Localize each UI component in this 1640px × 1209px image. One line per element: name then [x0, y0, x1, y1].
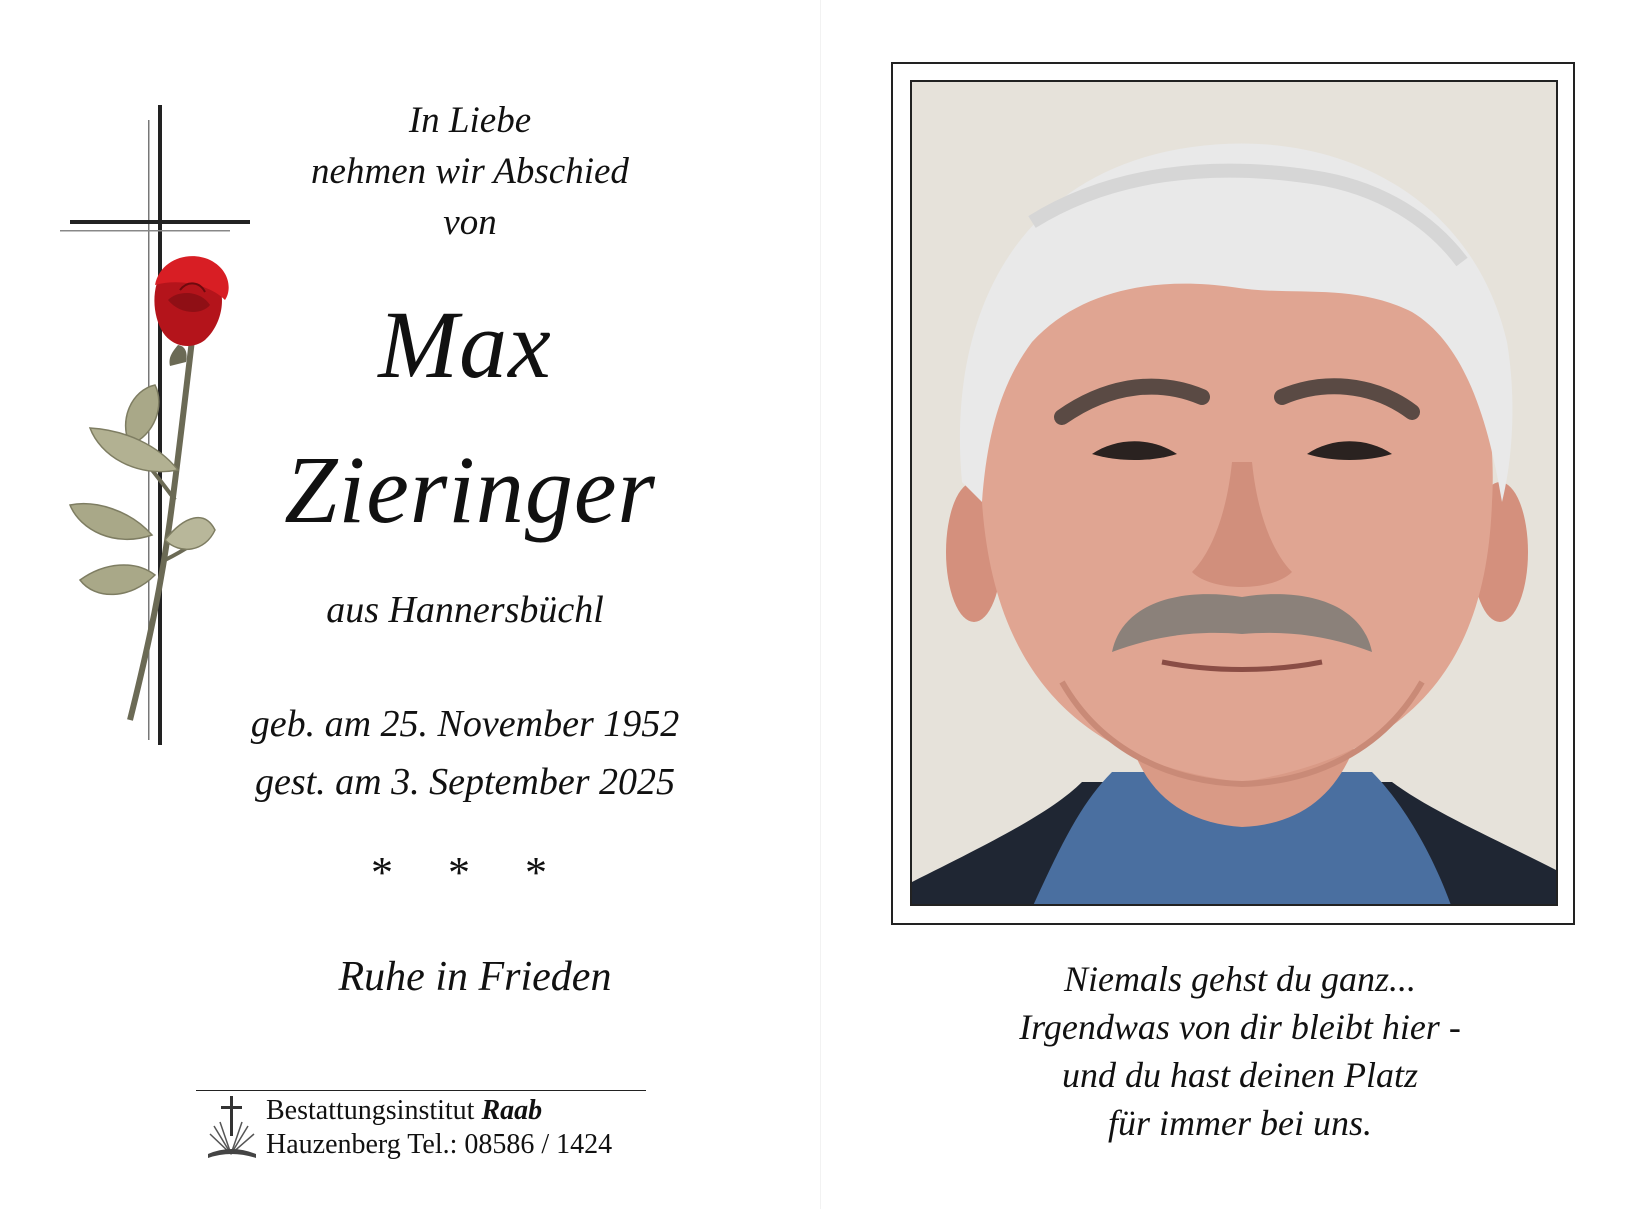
portrait-image	[912, 82, 1558, 906]
funeral-home-line-2: Hauzenberg Tel.: 08586 / 1424	[266, 1129, 613, 1160]
birth-date: geb. am 25. November 1952	[250, 703, 680, 745]
memorial-verse	[950, 955, 1530, 1147]
verse-line-3: und du hast deinen Platz	[1062, 1055, 1418, 1095]
funeral-home-logo-icon	[204, 1094, 260, 1162]
intro-text	[230, 95, 710, 248]
funeral-home-line-1	[266, 1094, 612, 1128]
closing-text: Ruhe in Frieden	[338, 954, 612, 1000]
intro-line-1: In Liebe	[408, 100, 532, 141]
verse-line-1: Niemals gehst du ganz...	[1063, 959, 1416, 999]
deceased-first-name: Max	[378, 291, 552, 398]
funeral-home-info	[266, 1094, 612, 1162]
deceased-last-name: Zieringer	[284, 436, 656, 543]
verse-line-4: für immer bei uns.	[1108, 1103, 1372, 1143]
intro-line-2: nehmen wir Abschied	[311, 151, 629, 192]
portrait-photo	[910, 80, 1558, 906]
death-date: gest. am 3. September 2025	[254, 761, 676, 803]
funeral-home-name: Raab	[481, 1095, 543, 1126]
verse-line-2: Irgendwas von dir bleibt hier -	[1019, 1007, 1461, 1047]
card-fold	[820, 0, 821, 1209]
life-dates	[190, 695, 740, 811]
intro-line-3: von	[443, 202, 497, 243]
origin-text: aus Hannersbüchl	[326, 589, 604, 631]
footer-divider	[196, 1090, 646, 1091]
funeral-home-prefix: Bestattungsinstitut	[266, 1095, 475, 1126]
star-divider: * * *	[371, 848, 569, 897]
